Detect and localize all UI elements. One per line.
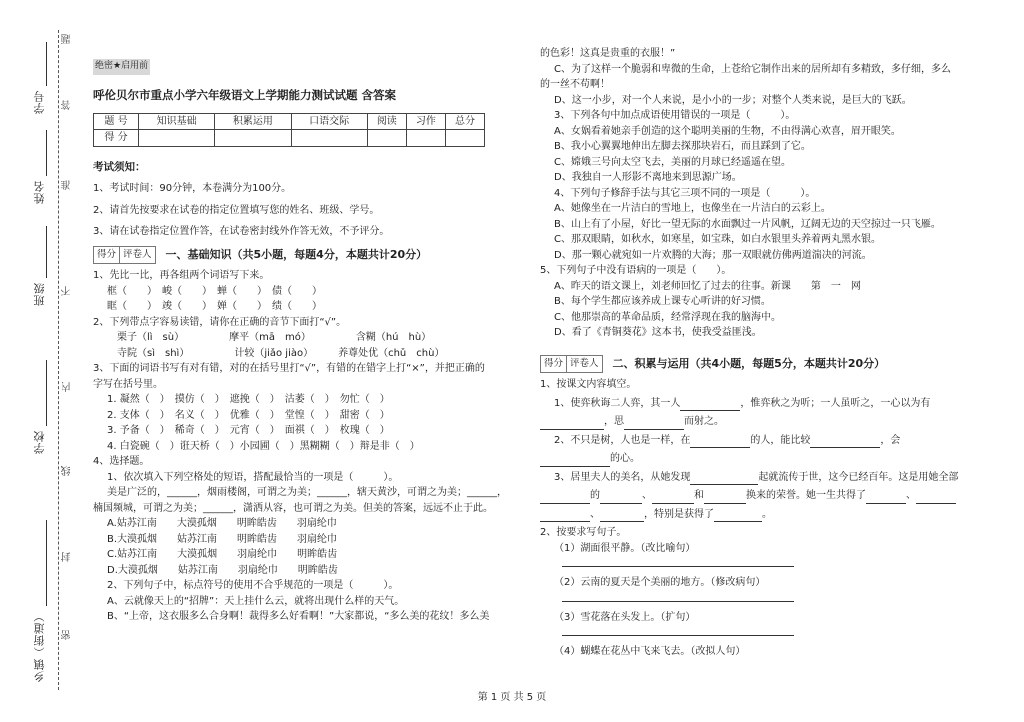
fill-text: 2、不只是树，人也是一样，在 bbox=[554, 434, 691, 446]
cut-word: 线 bbox=[62, 466, 73, 476]
answer-option[interactable]: A、云就像天上的“招牌”：天上挂什么云，就将出现什么样的天气。 bbox=[107, 595, 405, 607]
fill-line bbox=[540, 433, 970, 449]
fill-blank[interactable] bbox=[690, 474, 758, 485]
grader-reviewer-label: 评卷人 bbox=[570, 357, 599, 369]
fill-text: 的 bbox=[590, 490, 600, 502]
table-cell: 阅读 bbox=[367, 113, 406, 130]
township-blank[interactable] bbox=[46, 520, 47, 606]
answer-option[interactable]: D、那一颗心就宛如一片欢腾的大海；那一双眼就仿佛两道湍决的河流。 bbox=[554, 249, 872, 261]
grader-reviewer-label: 评卷人 bbox=[123, 248, 152, 260]
grader-score-label: 得分 bbox=[541, 356, 567, 373]
sentence-task: （2）云南的夏天是个美丽的地方。（修改病句） bbox=[554, 577, 766, 589]
answer-line[interactable] bbox=[562, 556, 794, 567]
answer-line[interactable] bbox=[562, 591, 794, 602]
fill-blank[interactable] bbox=[916, 493, 956, 504]
question-line: 5、下列句子中没有语病的一项是（ ）。 bbox=[540, 265, 732, 276]
answer-option[interactable]: B、每个学生都应该养成上课专心听讲的好习惯。 bbox=[554, 296, 771, 307]
margin-label-school: 学校 bbox=[33, 430, 46, 454]
sentence-task: （1）湖面很平静。（改比喻句） bbox=[554, 542, 696, 554]
table-cell: 知识基础 bbox=[138, 113, 214, 130]
note-item: 2、请首先按要求在试卷的指定位置填写您的姓名、班级、学号。 bbox=[93, 204, 380, 216]
question-line: 3、下面的词语书写有对有错，对的在括号里打“√”，有错的在错字上打“×”，并把正确的 bbox=[93, 363, 485, 375]
question-line: 4、选择题。 bbox=[93, 456, 150, 468]
question-line: 栗子（lì sù） 摩平（mā mó） 含糊（hú hù） bbox=[117, 332, 432, 344]
answer-option[interactable]: B、“上帝，这衣服多么合身啊！裁得多么好看啊！”大家都说，“多么美的花纹！多么美 bbox=[107, 611, 490, 623]
question-line: 的一丝不苟啊！ bbox=[540, 79, 610, 90]
fill-blank[interactable] bbox=[624, 419, 684, 430]
table-cell: 口语交际 bbox=[291, 113, 367, 130]
grader-box-section1 bbox=[93, 246, 523, 265]
student-id-blank[interactable] bbox=[46, 42, 47, 86]
score-input-cell[interactable] bbox=[291, 130, 367, 147]
left-column bbox=[93, 58, 523, 625]
question-line: 2. 支体（ ） 名义（ ） 优雅（ ） 堂惶（ ） 甜密（ ） bbox=[107, 409, 390, 421]
answer-option[interactable]: B、山上有了小屋，好比一望无际的水面飘过一片风帆，辽阔无边的天空掠过一只飞雁。 bbox=[554, 218, 941, 230]
margin-label-name: 姓名 bbox=[33, 180, 46, 204]
fill-blank[interactable] bbox=[690, 437, 750, 448]
section-title: 二、积累与运用（共4小题，每题5分，本题共计20分） bbox=[612, 357, 886, 371]
sentence-task: （4）蝴蝶在花丛中飞来飞去。（改拟人句） bbox=[554, 646, 746, 658]
score-input-cell[interactable] bbox=[367, 130, 406, 147]
score-input-cell[interactable] bbox=[215, 130, 291, 147]
margin-label-student-id: 学号 bbox=[33, 90, 46, 114]
cut-word: 内 bbox=[62, 382, 73, 392]
question-line: 楠国频城，可谓之为美；______，潇洒从容，也可谓之为美。但美的答案，远远不止于此。 bbox=[93, 502, 493, 514]
answer-option[interactable]: D、这一小步，对一个人来说，是小小的一步；对整个人类来说，是巨大的飞跃。 bbox=[554, 94, 912, 106]
fill-text: ，思 bbox=[604, 416, 624, 428]
answer-option[interactable]: C、那双眼睛，如秋水，如寒星，如宝珠，如白水银里头养着两丸黑水银。 bbox=[554, 234, 881, 245]
score-input-cell[interactable] bbox=[138, 130, 214, 147]
answer-option[interactable]: C、为了这样一个脆弱和卑微的生命，上苍给它制作出来的居所却有多精致，多仔细，多么 bbox=[554, 63, 951, 75]
note-item: 3、请在试卷指定位置作答，在试卷密封线外作答无效，不予评分。 bbox=[93, 226, 390, 238]
cut-word: 封 bbox=[62, 552, 73, 562]
fill-line bbox=[540, 507, 970, 523]
fill-blank[interactable] bbox=[714, 511, 762, 522]
fill-blank[interactable] bbox=[540, 419, 604, 430]
fill-line bbox=[540, 414, 970, 430]
fill-blank[interactable] bbox=[810, 437, 880, 448]
right-column bbox=[540, 48, 970, 660]
answer-option[interactable]: C、嫦娥三号向太空飞去，美丽的月球已经遥遥在望。 bbox=[554, 156, 791, 168]
answer-option[interactable]: A、女娲看着她亲手创造的这个聪明美丽的生物，不由得满心欢喜，眉开眼笑。 bbox=[554, 125, 901, 137]
fill-text: 起就流传于世，这今已经百年。这是用她全部 bbox=[758, 471, 959, 483]
score-input-cell[interactable] bbox=[445, 130, 484, 147]
fill-text: 、 bbox=[642, 490, 652, 502]
fill-text: 和 bbox=[694, 490, 704, 502]
margin-label-class: 班级 bbox=[33, 282, 46, 306]
question-line: 4. 白瓷碗（ ）诳天桥（ ）小园圃（ ）黑糊糊（ ）辩是非（ ） bbox=[107, 440, 420, 452]
grader-score-label: 得分 bbox=[94, 247, 120, 264]
fill-text: 而射之。 bbox=[684, 416, 724, 428]
fill-blank[interactable] bbox=[704, 493, 746, 504]
question-line: 字写在括号里。 bbox=[93, 378, 163, 390]
question-line: 1、依次填入下列空格处的短语，搭配最恰当的一项是（ ）。 bbox=[107, 471, 399, 483]
table-cell: 积累运用 bbox=[215, 113, 291, 130]
question-line: 的色彩！这真是贵重的衣服！” bbox=[540, 48, 676, 59]
answer-option[interactable]: A、她像坐在一片洁白的雪地上，也像坐在一片洁白的云彩上。 bbox=[554, 203, 831, 214]
question-line: 2、下列带点字容易读错，请你在正确的音节下面打“√”。 bbox=[93, 316, 347, 328]
question-line: 1. 凝然（ ） 摸仿（ ） 遮挽（ ） 沽萎（ ） 勿忙（ ） bbox=[107, 394, 390, 406]
answer-option[interactable]: C.姑苏江南 大漠孤烟 羽扇纶巾 明眸皓齿 bbox=[107, 549, 338, 561]
fill-text: ，惟弈秋之为听；一人虽听之，一心以为有 bbox=[740, 397, 931, 409]
cut-word: 密 bbox=[62, 630, 73, 640]
fill-line bbox=[540, 396, 970, 412]
fill-text: 、 bbox=[906, 490, 916, 502]
fill-blank[interactable] bbox=[540, 456, 610, 467]
fill-blank[interactable] bbox=[540, 511, 590, 522]
cut-word: 准 bbox=[62, 180, 73, 190]
table-cell: 题 号 bbox=[94, 113, 139, 130]
cut-word: 题 bbox=[62, 34, 73, 44]
class-blank[interactable] bbox=[46, 226, 47, 278]
fill-blank[interactable] bbox=[540, 493, 590, 504]
fill-text: ，会 bbox=[880, 434, 901, 446]
answer-option[interactable]: A.姑苏江南 大漠孤烟 明眸皓齿 羽扇纶巾 bbox=[107, 518, 337, 530]
fill-blank[interactable] bbox=[652, 493, 694, 504]
fill-blank[interactable] bbox=[680, 400, 740, 411]
grader-box-section2 bbox=[540, 355, 970, 374]
fill-blank[interactable] bbox=[600, 511, 644, 522]
question-line: 1、先比一比，再各组两个词语写下来。 bbox=[93, 270, 270, 282]
school-blank[interactable] bbox=[46, 360, 47, 426]
question-line: 4、下列句子修辞手法与其它三项不同的一项是（ ）。 bbox=[554, 187, 816, 199]
fill-blank[interactable] bbox=[866, 493, 906, 504]
sentence-task: （3）雪花落在头发上。（扩句） bbox=[554, 611, 696, 623]
fill-text: 1、使弈秋诲二人弈，其一人 bbox=[554, 397, 681, 409]
exam-title: 呼伦贝尔市重点小学六年级语文上学期能力测试试题 含答案 bbox=[93, 87, 397, 102]
table-cell: 习作 bbox=[406, 113, 445, 130]
grader-box bbox=[93, 246, 156, 265]
score-table bbox=[93, 113, 485, 147]
fill-text: 的人，能比较 bbox=[750, 434, 811, 446]
name-blank[interactable] bbox=[46, 130, 47, 176]
note-item: 1、考试时间：90分钟，本卷满分为100分。 bbox=[93, 183, 292, 195]
question-line: 眶（ ） 竣（ ） 婵（ ） 绩（ ） bbox=[107, 301, 322, 313]
question-line: 框（ ） 峻（ ） 蝉（ ） 债（ ） bbox=[107, 285, 322, 297]
fill-text: 。 bbox=[762, 508, 772, 520]
question-line: 美是广泛的，______，烟雨楼阁，可谓之为美；______，辖天黄沙，可谓之为美；______， bbox=[107, 487, 507, 499]
page-footer: 第 1 页 共 5 页 bbox=[477, 692, 547, 703]
confidential-badge: 绝密★启用前 bbox=[93, 59, 150, 75]
question-line: 2、按要求写句子。 bbox=[540, 527, 627, 539]
fill-text: 的心。 bbox=[610, 453, 640, 465]
fill-line bbox=[540, 488, 970, 504]
grader-box bbox=[540, 355, 603, 374]
cut-word: 不 bbox=[62, 286, 73, 296]
fill-line bbox=[540, 470, 970, 486]
answer-option[interactable]: C、他那崇高的革命品质，经常浮现在我的脑海中。 bbox=[554, 311, 781, 323]
fill-text: 换来的荣誉。她一生共得了 bbox=[746, 490, 866, 502]
question-line: 3、下列各句中加点成语使用错误的一项是（ ）。 bbox=[554, 110, 796, 121]
fill-text: ，特别是获得了 bbox=[644, 508, 714, 520]
notes-heading: 考试须知： bbox=[93, 160, 146, 173]
seal-line bbox=[58, 30, 59, 690]
fill-text: 3、居里夫人的美名，从她发现 bbox=[554, 471, 691, 483]
answer-option[interactable]: B.大漠孤烟 姑苏江南 明眸皓齿 羽扇纶巾 bbox=[107, 533, 338, 545]
question-line: 2、下列句子中，标点符号的使用不合乎规范的一项是（ ）。 bbox=[107, 580, 399, 592]
answer-option[interactable]: D.大漠孤烟 姑苏江南 羽扇纶巾 明眸皓齿 bbox=[107, 564, 338, 576]
margin-label-township: 乡镇（街道） bbox=[33, 610, 46, 682]
table-cell: 总分 bbox=[445, 113, 484, 130]
fill-blank[interactable] bbox=[600, 493, 642, 504]
table-row bbox=[94, 113, 485, 130]
answer-option[interactable]: A、昨天的语文课上，刘老师回忆了过去的往事。新课 第 一 网 bbox=[554, 280, 861, 292]
answer-option[interactable]: B、我小心翼翼地伸出左脚去探那块岩石，而且踩到了它。 bbox=[554, 141, 811, 152]
answer-option[interactable]: D、看了《青铜葵花》这本书，使我受益匪浅。 bbox=[554, 327, 762, 338]
score-input-cell[interactable] bbox=[406, 130, 445, 147]
table-cell: 得 分 bbox=[94, 130, 139, 147]
question-line: 3. 予备（ ） 稀奇（ ） 元宵（ ） 面祺（ ） 枚瑰（ ） bbox=[107, 425, 390, 437]
fill-line bbox=[540, 451, 970, 467]
table-row bbox=[94, 130, 485, 147]
binding-margin bbox=[0, 0, 80, 722]
fill-text: 、 bbox=[590, 508, 600, 520]
question-line: 寺院（sì shì） 计较（jiǎo jiào） 养尊处优（chǔ chù） bbox=[117, 347, 445, 359]
answer-option[interactable]: D、我独自一人形影不离地来到思源广场。 bbox=[554, 172, 742, 183]
question-line: 1、按课文内容填空。 bbox=[540, 379, 637, 391]
answer-line[interactable] bbox=[562, 625, 794, 636]
cut-word: 答 bbox=[62, 100, 73, 110]
section-title: 一、基础知识（共5小题，每题4分，本题共计20分） bbox=[165, 248, 428, 262]
